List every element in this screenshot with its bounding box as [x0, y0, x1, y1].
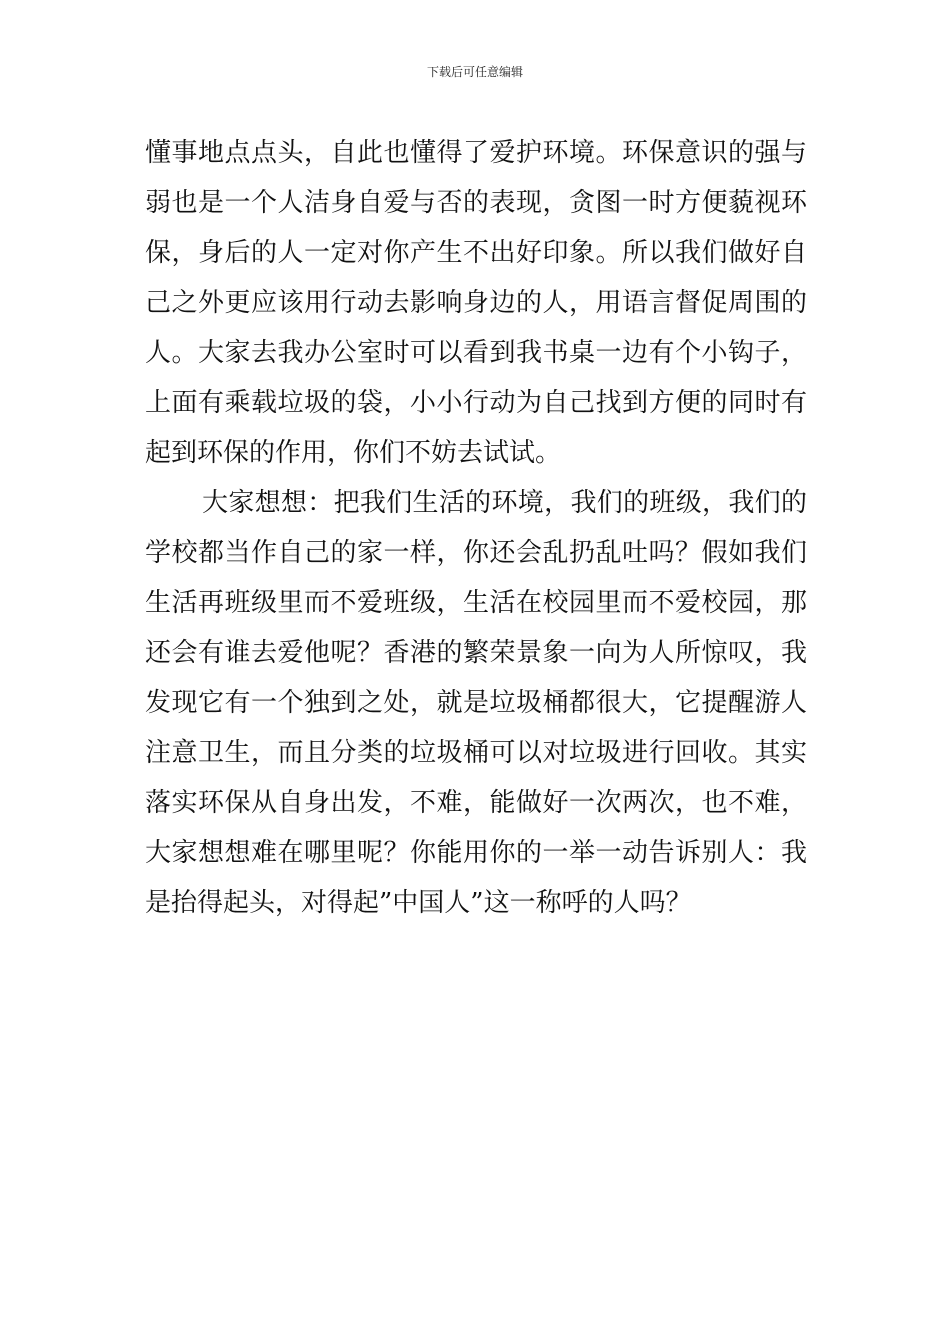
- paragraph-2: [145, 478, 807, 928]
- paragraph-line: 落实环保从自身出发，不难，能做好一次两次，也不难，: [145, 788, 807, 818]
- paragraph-line: 人。大家去我办公室时可以看到我书桌一边有个小钩子，: [145, 338, 807, 368]
- paragraph-line: 还会有谁去爱他呢？香港的繁荣景象一向为人所惊叹，我: [145, 638, 807, 668]
- paragraph-1: [145, 128, 807, 478]
- paragraph-line: 懂事地点点头，自此也懂得了爱护环境。环保意识的强与: [145, 138, 807, 168]
- paragraph-line: 上面有乘载垃圾的袋，小小行动为自己找到方便的同时有: [145, 388, 807, 418]
- paragraph-line: 是抬得起头，对得起”中国人”这一称呼的人吗？: [145, 888, 692, 918]
- paragraph-line: 弱也是一个人洁身自爱与否的表现，贪图一时方便藐视环: [145, 188, 807, 218]
- paragraph-line: 起到环保的作用，你们不妨去试试。: [145, 438, 562, 468]
- paragraph-line: 学校都当作自己的家一样，你还会乱扔乱吐吗？假如我们: [145, 538, 807, 568]
- paragraph-line: 保，身后的人一定对你产生不出好印象。所以我们做好自: [145, 238, 807, 268]
- paragraph-line: 己之外更应该用行动去影响身边的人，用语言督促周围的: [145, 288, 807, 318]
- paragraph-line: 大家想想：把我们生活的环境，我们的班级，我们的: [202, 488, 807, 518]
- document-body: [145, 128, 807, 928]
- page-header-note: 下载后可任意编辑: [426, 65, 523, 79]
- paragraph-line: 发现它有一个独到之处，就是垃圾桶都很大，它提醒游人: [145, 688, 807, 718]
- paragraph-line: 大家想想难在哪里呢？你能用你的一举一动告诉别人：我: [145, 838, 807, 868]
- paragraph-line: 注意卫生，而且分类的垃圾桶可以对垃圾进行回收。其实: [145, 738, 807, 768]
- paragraph-line: 生活再班级里而不爱班级，生活在校园里而不爱校园，那: [145, 588, 807, 618]
